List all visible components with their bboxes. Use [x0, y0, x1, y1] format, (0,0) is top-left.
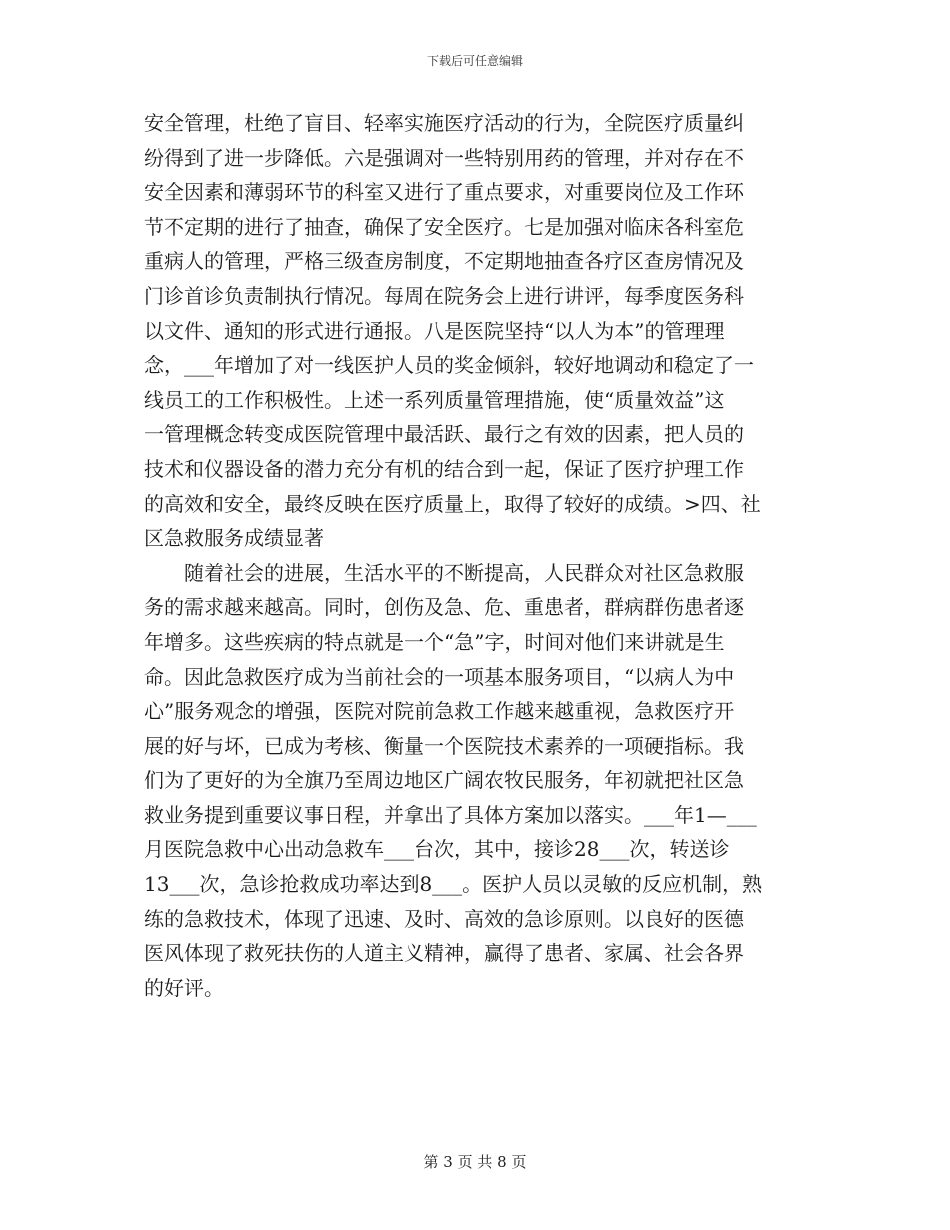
text-line: 的好评。: [144, 975, 224, 1000]
text-line: 门诊首诊负责制执行情况。每周在院务会上进行讲评，每季度医务科: [144, 283, 744, 308]
text-line: 念，___年增加了对一线医护人员的奖金倾斜，较好地调动和稳定了一: [144, 353, 754, 378]
text-line: 心”服务观念的增强，医院对院前急救工作越来越重视，急救医疗开: [144, 699, 735, 724]
text-line: 节不定期的进行了抽查，确保了安全医疗。七是加强对临床各科室危: [144, 214, 744, 239]
page-header: 下载后可任意编辑: [426, 54, 523, 68]
document-body: [144, 106, 806, 1005]
text-line: 的高效和安全，最终反映在医疗质量上，取得了较好的成绩。>四、社: [144, 491, 761, 516]
text-line: 随着社会的进展，生活水平的不断提高，人民群众对社区急救服: [144, 560, 744, 585]
text-line: 13___次，急诊抢救成功率达到8___。医护人员以灵敏的反应机制，熟: [144, 872, 763, 897]
text-line: 务的需求越来越高。同时，创伤及急、危、重患者，群病群伤患者逐: [144, 595, 744, 620]
text-line: 安全管理，杜绝了盲目、轻率实施医疗活动的行为，全院医疗质量纠: [144, 111, 744, 135]
page-footer: 第 3 页 共 8 页: [423, 1153, 527, 1171]
text-line: 命。因此急救医疗成为当前社会的一项基本服务项目，“以病人为中: [144, 664, 735, 689]
text-line: 线员工的工作积极性。上述一系列质量管理措施，使“质量效益”这: [144, 387, 725, 412]
text-line: 练的急救技术，体现了迅速、及时、高效的急诊原则。以良好的医德: [144, 906, 744, 931]
text-line: 年增多。这些疾病的特点就是一个“急”字，时间对他们来讲就是生: [144, 629, 725, 654]
text-line: 区急救服务成绩显著: [144, 526, 324, 551]
text-line: 技术和仪器设备的潜力充分有机的结合到一起，保证了医疗护理工作: [144, 456, 744, 481]
text-line: 以文件、通知的形式进行通报。八是医院坚持“以人为本”的管理理: [144, 318, 725, 343]
text-line: 救业务提到重要议事日程，并拿出了具体方案加以落实。___年1—___: [144, 802, 757, 827]
text-line: 安全因素和薄弱环节的科室又进行了重点要求，对重要岗位及工作环: [144, 180, 744, 205]
text-line: 纷得到了进一步降低。六是强调对一些特别用药的管理，并对存在不: [144, 145, 744, 170]
text-line: 重病人的管理，严格三级查房制度，不定期地抽查各疗区查房情况及: [144, 249, 744, 274]
text-line: 医风体现了救死扶伤的人道主义精神，赢得了患者、家属、社会各界: [144, 941, 744, 966]
text-line: 一管理概念转变成医院管理中最活跃、最行之有效的因素，把人员的: [144, 422, 744, 447]
text-line: 们为了更好的为全旗乃至周边地区广阔农牧民服务，年初就把社区急: [144, 768, 744, 793]
text-line: 展的好与坏，已成为考核、衡量一个医院技术素养的一项硬指标。我: [144, 733, 744, 758]
text-line: 月医院急救中心出动急救车___台次，其中，接诊28___次，转送诊: [144, 837, 730, 862]
